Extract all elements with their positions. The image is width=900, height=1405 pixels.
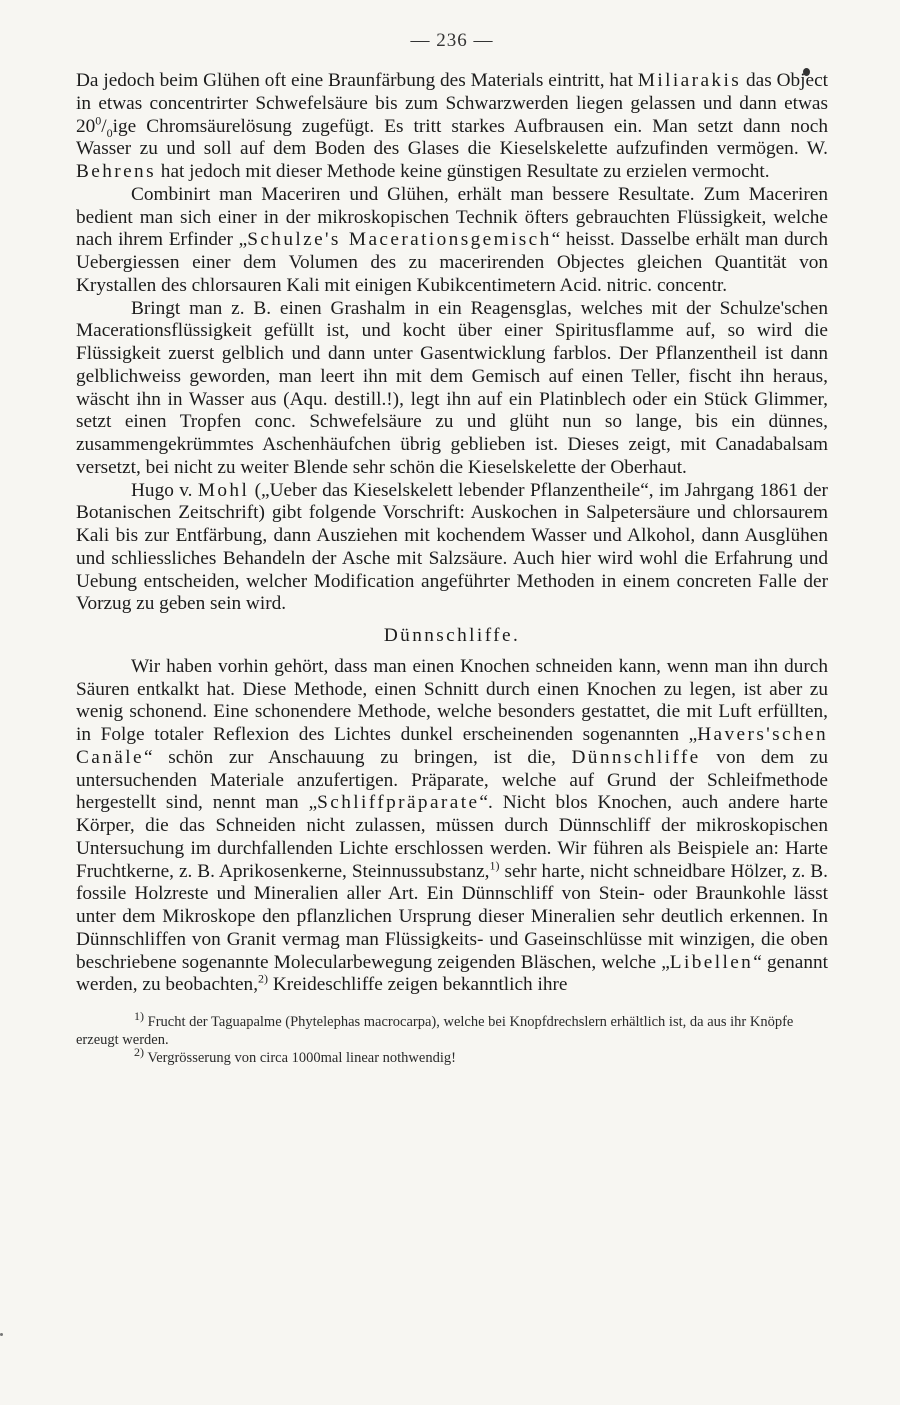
author-name-mohl: Mohl <box>197 479 250 501</box>
term-libellen: Libellen <box>669 951 754 973</box>
footnote-1: $^{1)}$ Frucht der Taguapalme (Phytelephas macrocarpa), welche bei Knopfdrechslern erhältlich ist, da aus ihr Knöpfe erzeugt werden. <box>76 1009 794 1048</box>
page-number: — 236 — <box>410 30 494 51</box>
paragraph-glowing: Da jedoch beim Glühen oft eine Braunfärbung des Materials eintritt, hat Miliarakis das Object in etwas concentrirter Schwefelsäure bis zum Schwarzwerden liegen gelassen und dann etwas $20^0/_0ige$ Chromsäurelösung zugefügt. Es tritt starkes Aufbrausen ein. Man setzt dann noch Wasser zu und soll auf dem Boden des Glases die Kieselskelette aufzufinden vermögen. W. Behrens hat jedoch mit dieser Methode keine günstigen Resultate zu erzielen vermocht. <box>76 70 828 182</box>
author-name-miliarakis: Miliarakis <box>637 70 742 91</box>
term-duennschliffe: Dünnschliffe <box>571 746 701 768</box>
book-page <box>76 30 828 1067</box>
footnote-mark-1: 1) <box>134 1009 144 1024</box>
paragraph-mohl: Hugo v. Mohl („Ueber das Kieselskelett lebender Pflanzentheile“, im Jahrgang 1861 der Botanischen Zeitschrift) gibt folgende Vorschrift: Auskochen in Salpetersäure und chlorsaurem Kali bis zur Entfärbung, dann Ausziehen mit kochendem Wasser und Alkohol, dann Ausglühen und schliessliches Behandeln der Asche mit Salzsäure. Auch hier wird wohl die Erfahrung und Uebung entscheiden, welcher Modification angeführter Methoden in einem concreten Falle der Vorzug zu geben sein wird. <box>76 479 828 615</box>
footnote-ref-2: 2) <box>258 971 269 986</box>
page-body <box>76 70 828 997</box>
footnote-2: $^{2)}$ Vergrösserung von circa 1000mal linear nothwendig! <box>134 1045 456 1066</box>
paragraph-macerating: Combinirt man Maceriren und Glühen, erhält man bessere Resultate. Zum Maceriren bedient man sich einer in der mikroskopischen Technik öfters gebrauchten Flüssigkeit, welche nach ihrem Erfinder „Schulze's Macerationsgemisch“ heisst. Dasselbe erhält man durch Uebergiessen einer dem Volumen des zu macerirenden Objectes gleichen Quantität von Krystallen des chlorsauren Kali mit einigen Kubikcentimetern Acid. nitric. concentr. <box>76 183 828 296</box>
footnote-ref-1: 1) <box>489 858 500 873</box>
author-name-behrens: Behrens <box>76 161 156 182</box>
term-havers-canals: Havers'schen Canäle <box>76 724 828 768</box>
footnote-mark-2: 2) <box>134 1045 144 1060</box>
term-schulze-mixture: Schulze's Macerationsgemisch <box>247 229 552 251</box>
paragraph-grashalm: Bringt man z. B. einen Grashalm in ein Reagensglas, welches mit der Schulze'schen Macerationsflüssigkeit gefüllt ist, und kocht über einer Spiritusflamme auf, so wird die Flüssigkeit zuerst gelblich und dann unter Gasentwicklung farblos. Der Pflanzentheil ist dann gelblichweiss geworden, man leert ihn mit dem Gemisch auf einen Teller, fischt ihn heraus, wäscht ihn in Wasser aus (Aqu. destill.!), legt ihn auf ein Platinblech oder ein Stück Glimmer, setzt einen Tropfen conc. Schwefelsäure zu und glüht nun so lange, bis ein dünnes, zusammengekrümmtes Aschenhäufchen übrig geblieben ist. Dieses zeigt, mit Canadabalsam versetzt, bei nicht zu weiter Blende sehr schön die Kieselskelette der Oberhaut. <box>76 297 828 478</box>
paragraph-thin-sections: Wir haben vorhin gehört, dass man einen Knochen schneiden kann, wenn man ihn durch Säuren entkalkt hat. Diese Methode, einen Schnitt durch einen Knochen zu legen, ist aber zu wenig schonend. Eine schonendere Methode, welche besonders gestattet, die mit Luft erfüllten, in Folge totaler Reflexion des Lichtes dunkel erscheinenden sogenannten „Havers'schen Canäle“ schön zur Anschauung zu bringen, ist die, Dünnschliffe von dem zu untersuchenden Materiale anzufertigen. Präparate, welche auf Grund der Schleifmethode hergestellt sind, nennt man „Schliffpräparate“. Nicht blos Knochen, auch andere harte Körper, die das Schneiden nicht zulassen, müssen durch Dünnschliff der mikroskopischen Untersuchung im durchfallenden Lichte erschlossen werden. Wir führen als Beispiele an: Harte Fruchtkerne, z. B. Aprikosenkerne, Steinnussubstanz,$^{1)}$ sehr harte, nicht schneidbare Hölzer, z. B. fossile Holzreste und Mineralien aller Art. Ein Dünnschliff von Stein- oder Braunkohle lässt unter dem Mikroskope den pflanzlichen Ursprung dieser Mineralien sehr deutlich erkennen. In Dünnschliffen von Granit vermag man Flüssigkeits- und Gaseinschlüsse mit winzigen, die oben beschriebene sogenannte Molecularbewegung zeigenden Bläschen, welche „Libellen“ genannt werden, zu beobachten,$^{2)}$ Kreideschliffe zeigen bekanntlich ihre <box>76 655 829 996</box>
section-heading: Dünnschliffe. <box>383 625 521 646</box>
term-schliffpraeparate: Schliffpräparate <box>317 792 480 814</box>
footnotes <box>76 1009 828 1067</box>
margin-mark <box>0 1333 3 1336</box>
